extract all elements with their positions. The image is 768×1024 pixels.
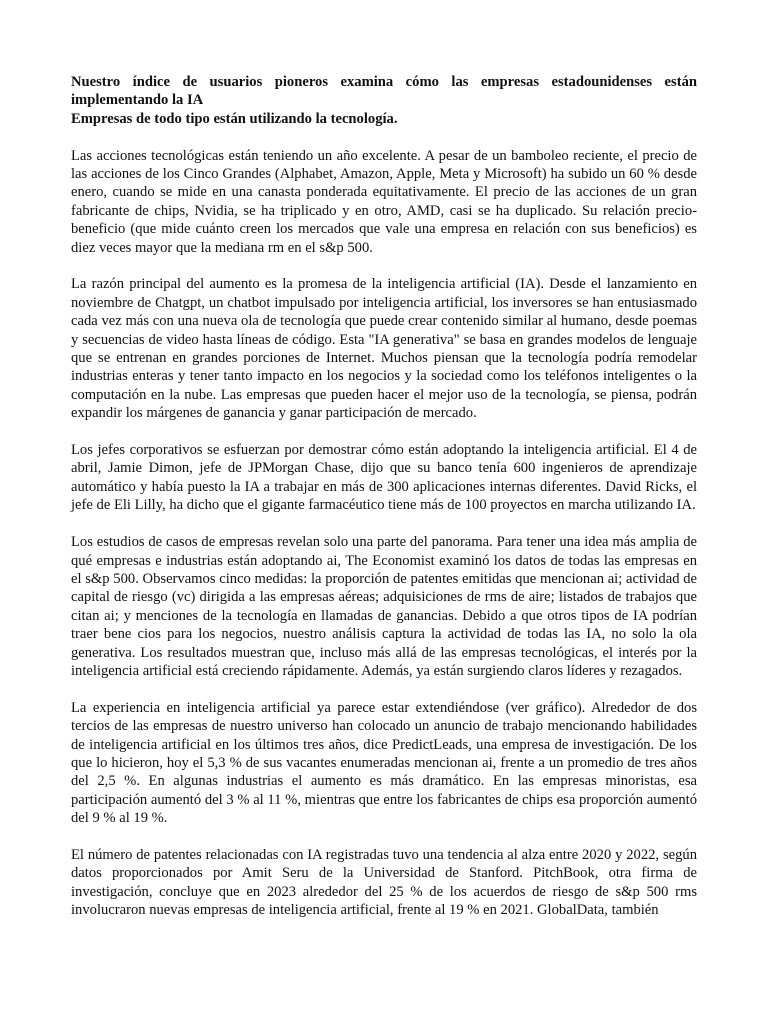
document-subtitle: Empresas de todo tipo están utilizando la tecnología.	[71, 110, 398, 127]
paragraph-1: Las acciones tecnológicas están teniendo un año excelente. A pesar de un bamboleo reciente, el precio de las acciones de los Cinco Grandes (Alphabet, Amazon, Apple, Meta y Microsoft) ha subido un 60 % desde enero, cuando se mide en una canasta ponderada equitativamente. El precio de las acciones de un gran fabricante de chips, Nvidia, se ha triplicado y en otro, AMD, casi se ha duplicado. Su relación precio-beneficio (que mide cuánto creen los mercados que vale una empresa en relación con sus beneficios) es diez veces mayor que la mediana rm en el s&p 500.	[71, 147, 697, 256]
paragraph-5: La experiencia en inteligencia artificial ya parece estar extendiéndose (ver gráfico). Alrededor de dos tercios de las empresas de nuestro universo han colocado un anuncio de trabajo mencionando habilidades de inteligencia artificial en los últimos tres años, dice PredictLeads, una empresa de investigación. De los que lo hicieron, hoy el 5,3 % de sus vacantes enumeradas mencionan ai, frente a un promedio de tres años del 2,5 %. En algunas industrias el aumento es más dramático. En las empresas minoristas, esa participación aumentó del 3 % al 11 %, mientras que entre los fabricantes de chips esa proporción aumentó del 9 % al 19 %.	[71, 699, 697, 827]
paragraph-2: La razón principal del aumento es la promesa de la inteligencia artificial (IA). Desde el lanzamiento en noviembre de Chatgpt, un chatbot impulsado por inteligencia artificial, los inversores se han entusiasmado cada vez más con una nueva ola de tecnología que puede crear contenido similar al humano, desde poemas y secuencias de video hasta líneas de código. Esta "IA generativa" se basa en grandes modelos de lenguaje que se entrenan en grandes porciones de Internet. Muchos piensan que la tecnología podría remodelar industrias enteras y tener tanto impacto en los negocios y la sociedad como los teléfonos inteligentes o la computación en la nube. Las empresas que pueden hacer el mejor uso de la tecnología, se piensa, podrán expandir los márgenes de ganancia y ganar participación de mercado.	[71, 276, 697, 422]
document-page	[71, 64, 697, 920]
document-heading	[71, 73, 697, 128]
paragraph-3: Los jefes corporativos se esfuerzan por demostrar cómo están adoptando la inteligencia artificial. El 4 de abril, Jamie Dimon, jefe de JPMorgan Chase, dijo que su banco tenía 600 ingenieros de aprendizaje automático y había puesto la IA a trabajar en más de 300 aplicaciones internas diferentes. David Ricks, el jefe de Eli Lilly, ha dicho que el gigante farmacéutico tiene más de 100 proyectos en marcha utilizando IA.	[71, 442, 697, 514]
paragraph-4: Los estudios de casos de empresas revelan solo una parte del panorama. Para tener una idea más amplia de qué empresas e industrias están adoptando ai, The Economist examinó los datos de todas las empresas en el s&p 500. Observamos cinco medidas: la proporción de patentes emitidas que mencionan ai; actividad de capital de riesgo (vc) dirigida a las empresas aéreas; adquisiciones de rms de aire; listados de trabajos que citan ai; y menciones de la tecnología en llamadas de ganancias. Debido a que otros tipos de IA podrían traer bene cios para los negocios, nuestro análisis captura la actividad de todas las IA, no solo la ola generativa. Los resultados muestran que, incluso más allá de las empresas tecnológicas, el interés por la inteligencia artificial está creciendo rápidamente. Además, ya están surgiendo claros líderes y rezagados.	[71, 534, 697, 679]
document-title: Nuestro índice de usuarios pioneros examina cómo las empresas estadounidenses están implementando la IA	[71, 74, 697, 109]
paragraph-6: El número de patentes relacionadas con IA registradas tuvo una tendencia al alza entre 2020 y 2022, según datos proporcionados por Amit Seru de la Universidad de Stanford. PitchBook, otra firma de investigación, concluye que en 2023 alrededor del 25 % de los acuerdos de riesgo de s&p 500 rms involucraron nuevas empresas de inteligencia artificial, frente al 19 % en 2021. GlobalData, también	[71, 846, 697, 919]
